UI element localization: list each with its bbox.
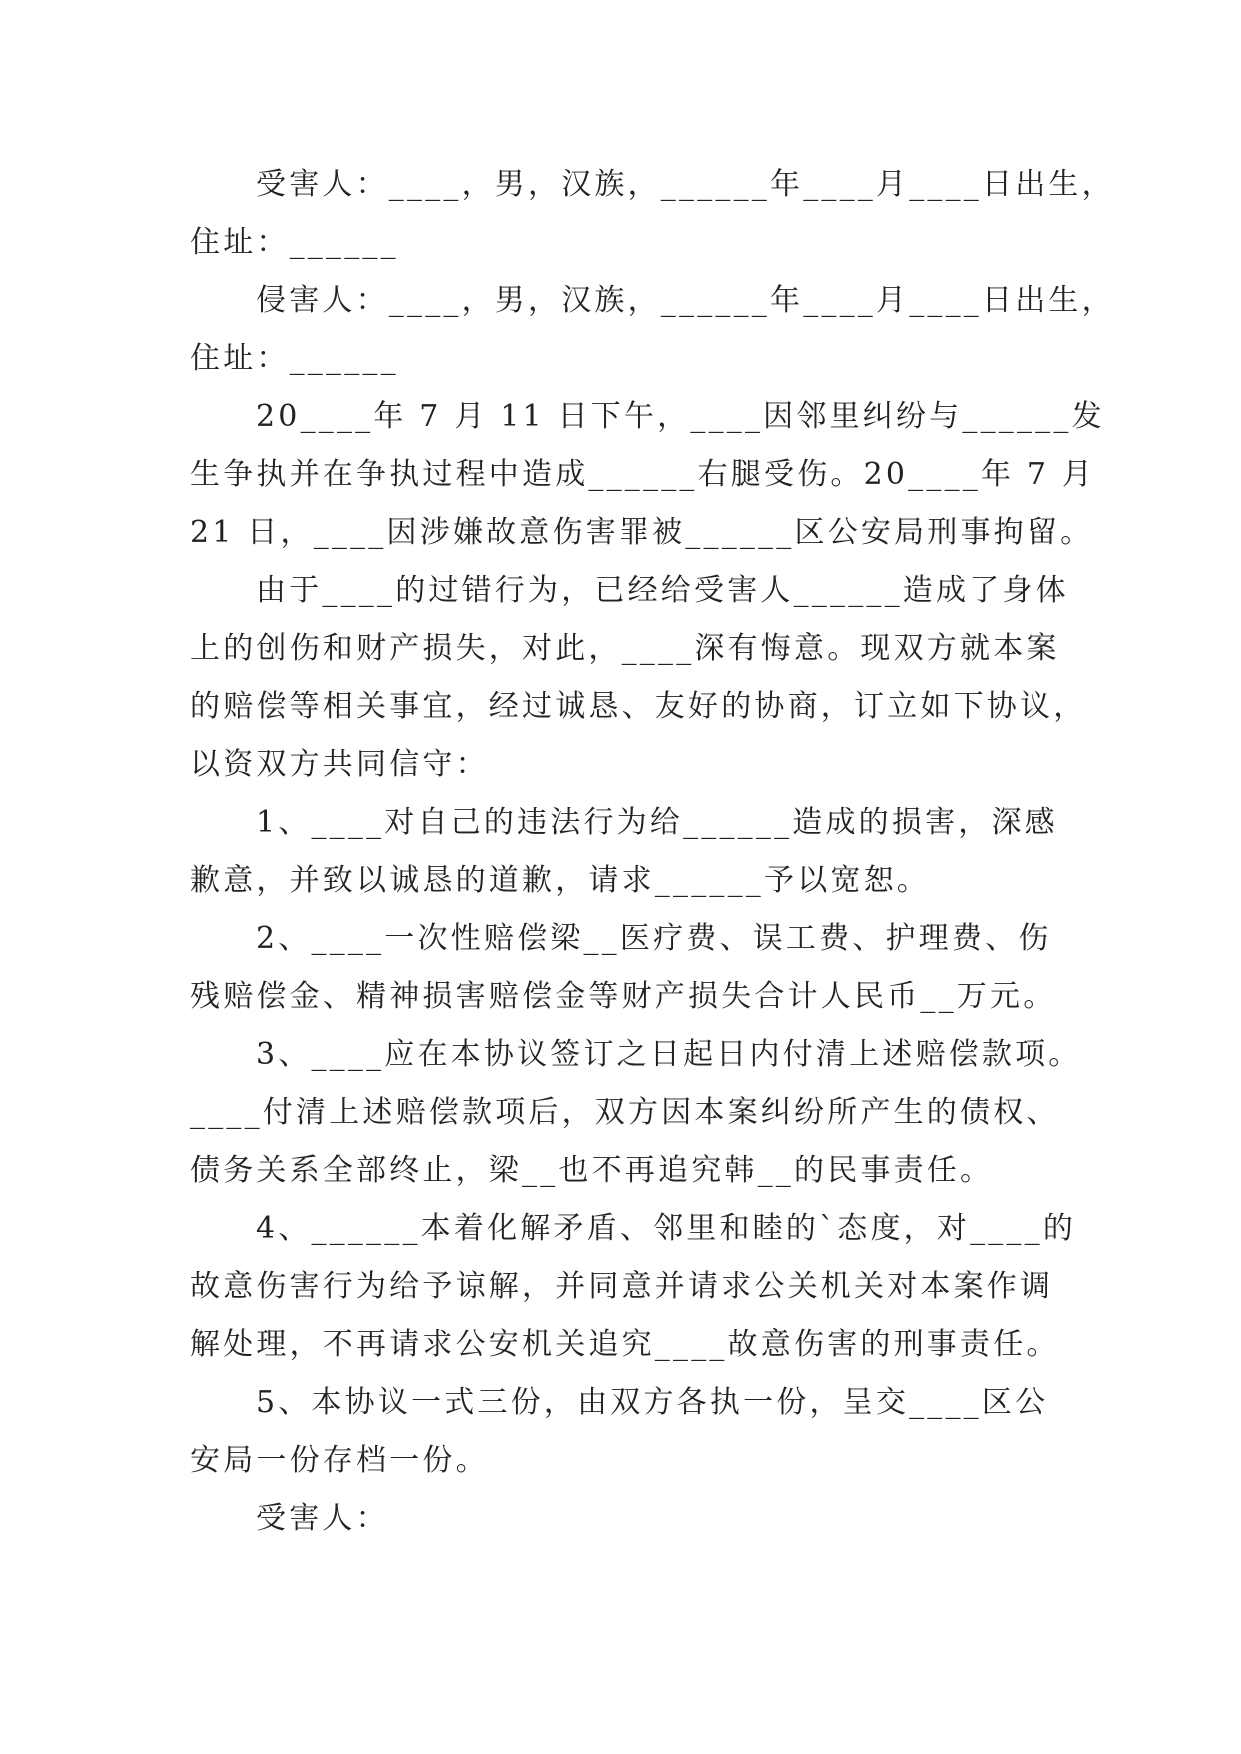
text-line: 安局一份存档一份。 [190, 1443, 489, 1478]
text-line: 由于____的过错行为，已经给受害人______造成了身体 [256, 573, 1069, 608]
incident-paragraph [190, 388, 1105, 562]
clause-4 [190, 1200, 1080, 1374]
preamble-paragraph [190, 562, 1087, 794]
text-line: 住址：______ [190, 225, 399, 260]
text-line: 的赔偿等相关事宜，经过诚恳、友好的协商，订立如下协议， [190, 689, 1087, 724]
text-line: 20____年 7 月 11 日下午，____因邻里纠纷与______发 [256, 399, 1105, 434]
text-line: 5、本协议一式三份，由双方各执一份，呈交____区公 [256, 1385, 1049, 1420]
text-line: 4、______本着化解矛盾、邻里和睦的`态度，对____的 [256, 1211, 1077, 1246]
clause-3 [190, 1026, 1080, 1200]
text-line: 残赔偿金、精神损害赔偿金等财产损失合计人民币__万元。 [190, 979, 1057, 1014]
victim-info-paragraph [190, 156, 1115, 272]
text-line: 侵害人：____，男，汉族，______年____月____日出生， [256, 283, 1115, 318]
text-line: 故意伤害行为给予谅解，并同意并请求公关机关对本案作调 [190, 1269, 1054, 1304]
text-line: 3、____应在本协议签订之日起日内付清上述赔偿款项。 [256, 1037, 1082, 1072]
text-line: 歉意，并致以诚恳的道歉，请求______予以宽恕。 [190, 863, 930, 898]
signature-victim [190, 1490, 1080, 1548]
text-line: 21 日，____因涉嫌故意伤害罪被______区公安局刑事拘留。 [190, 515, 1094, 550]
text-line: 2、____一次性赔偿梁__医疗费、误工费、护理费、伤 [256, 921, 1052, 956]
text-line: 上的创伤和财产损失，对此，____深有悔意。现双方就本案 [190, 631, 1060, 666]
clause-5 [190, 1374, 1080, 1490]
text-line: 生争执并在争执过程中造成______右腿受伤。20____年 7 月 [190, 457, 1096, 492]
document-page [190, 156, 1115, 1548]
text-line: 1、____对自己的违法行为给______造成的损害，深感 [256, 805, 1058, 840]
offender-info-paragraph [190, 272, 1115, 388]
text-line: 解处理，不再请求公安机关追究____故意伤害的刑事责任。 [190, 1327, 1060, 1362]
text-line: 受害人：____，男，汉族，______年____月____日出生， [256, 167, 1115, 202]
clause-1 [190, 794, 1080, 910]
text-line: 受害人： [256, 1501, 389, 1536]
text-line: 债务关系全部终止，梁__也不再追究韩__的民事责任。 [190, 1153, 994, 1188]
text-line: ____付清上述赔偿款项后，双方因本案纠纷所产生的债权、 [190, 1095, 1060, 1130]
text-line: 以资双方共同信守： [190, 747, 489, 782]
clause-2 [190, 910, 1080, 1026]
text-line: 住址：______ [190, 341, 399, 376]
